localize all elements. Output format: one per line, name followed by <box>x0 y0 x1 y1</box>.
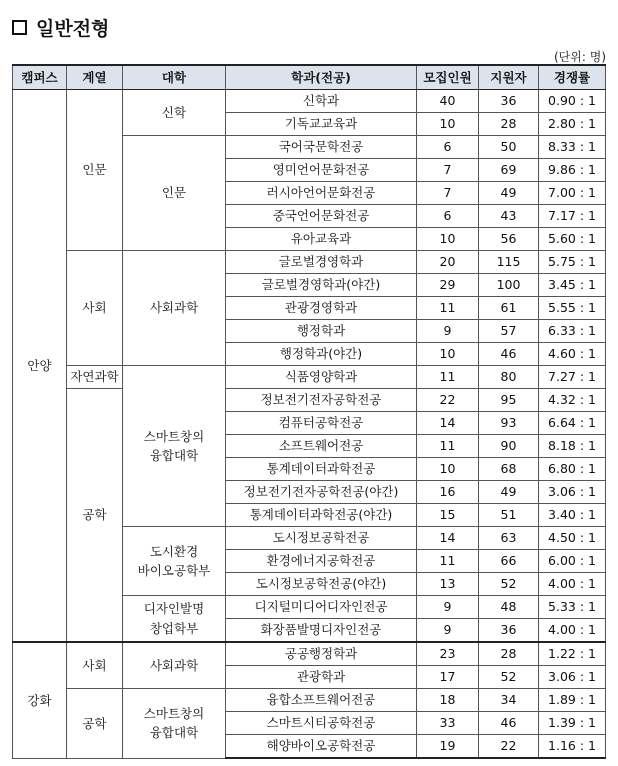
dept-cell: 공공행정학과 <box>226 642 417 666</box>
quota-cell: 11 <box>417 435 479 458</box>
dept-cell: 환경에너지공학전공 <box>226 550 417 573</box>
applicants-cell: 80 <box>479 366 539 389</box>
ratio-cell: 9.86 : 1 <box>539 159 606 182</box>
ratio-cell: 4.32 : 1 <box>539 389 606 412</box>
ratio-cell: 1.22 : 1 <box>539 642 606 666</box>
ratio-cell: 5.55 : 1 <box>539 297 606 320</box>
applicants-cell: 48 <box>479 596 539 619</box>
applicants-cell: 66 <box>479 550 539 573</box>
quota-cell: 20 <box>417 251 479 274</box>
dept-cell: 러시아언어문화전공 <box>226 182 417 205</box>
table-row <box>13 251 606 274</box>
dept-cell: 도시정보공학전공(야간) <box>226 573 417 596</box>
college-cell-smart <box>123 366 226 527</box>
dept-cell: 정보전기전자공학전공(야간) <box>226 481 417 504</box>
series-cell-gonghak: 공학 <box>67 389 123 643</box>
dept-cell: 신학과 <box>226 90 417 113</box>
quota-cell: 9 <box>417 320 479 343</box>
quota-cell: 22 <box>417 389 479 412</box>
applicants-cell: 68 <box>479 458 539 481</box>
quota-cell: 7 <box>417 159 479 182</box>
dept-cell: 화장품발명디자인전공 <box>226 619 417 643</box>
table-header-row <box>13 65 606 90</box>
dept-cell: 도시정보공학전공 <box>226 527 417 550</box>
applicants-cell: 34 <box>479 689 539 712</box>
college-ganghwa-smart-line-1: 스마트창의 <box>143 705 205 721</box>
series-cell-inmun: 인문 <box>67 90 123 251</box>
college-design-line-1: 디자인발명 <box>143 601 205 617</box>
quota-cell: 33 <box>417 712 479 735</box>
applicants-cell: 52 <box>479 573 539 596</box>
applicants-cell: 50 <box>479 136 539 159</box>
ratio-cell: 6.64 : 1 <box>539 412 606 435</box>
college-cell-design <box>123 596 226 643</box>
applicants-cell: 46 <box>479 712 539 735</box>
applicants-cell: 36 <box>479 619 539 643</box>
applicants-cell: 49 <box>479 182 539 205</box>
applicants-cell: 28 <box>479 113 539 136</box>
applicants-cell: 69 <box>479 159 539 182</box>
applicants-cell: 49 <box>479 481 539 504</box>
college-cell-ganghwa-sahoe: 사회과학 <box>123 642 226 689</box>
dept-cell: 통계데이터과학전공(야간) <box>226 504 417 527</box>
dept-cell: 국어국문학전공 <box>226 136 417 159</box>
applicants-cell: 28 <box>479 642 539 666</box>
campus-cell-ganghwa: 강화 <box>13 642 67 758</box>
col-header-ratio: 경쟁률 <box>539 65 606 90</box>
applicants-cell: 56 <box>479 228 539 251</box>
ratio-cell: 3.06 : 1 <box>539 666 606 689</box>
dept-cell: 스마트시티공학전공 <box>226 712 417 735</box>
applicants-cell: 115 <box>479 251 539 274</box>
dept-cell: 글로벌경영학과(야간) <box>226 274 417 297</box>
ratio-cell: 1.16 : 1 <box>539 735 606 759</box>
series-cell-jayeon: 자연과학 <box>67 366 123 389</box>
unit-note: (단위: 명) <box>554 50 606 64</box>
ratio-cell: 1.89 : 1 <box>539 689 606 712</box>
col-header-college: 대학 <box>123 65 226 90</box>
ratio-cell: 6.80 : 1 <box>539 458 606 481</box>
quota-cell: 23 <box>417 642 479 666</box>
quota-cell: 29 <box>417 274 479 297</box>
applicants-cell: 63 <box>479 527 539 550</box>
quota-cell: 40 <box>417 90 479 113</box>
dept-cell: 관광경영학과 <box>226 297 417 320</box>
ratio-cell: 4.60 : 1 <box>539 343 606 366</box>
ratio-cell: 7.00 : 1 <box>539 182 606 205</box>
quota-cell: 14 <box>417 527 479 550</box>
college-design-line-2: 창업학부 <box>149 620 199 636</box>
dept-cell: 기독교교육과 <box>226 113 417 136</box>
college-dosi-line-1: 도시환경 <box>149 543 199 559</box>
table-row <box>13 366 606 389</box>
applicants-cell: 36 <box>479 90 539 113</box>
applicants-cell: 51 <box>479 504 539 527</box>
college-cell-dosi <box>123 527 226 596</box>
college-dosi-line-2: 바이오공학부 <box>137 563 211 578</box>
dept-cell: 영미언어문화전공 <box>226 159 417 182</box>
applicants-cell: 93 <box>479 412 539 435</box>
quota-cell: 16 <box>417 481 479 504</box>
dept-cell: 해양바이오공학전공 <box>226 735 417 759</box>
col-header-series: 계열 <box>67 65 123 90</box>
dept-cell: 소프트웨어전공 <box>226 435 417 458</box>
ratio-cell: 4.50 : 1 <box>539 527 606 550</box>
admission-table <box>12 64 606 759</box>
ratio-cell: 2.80 : 1 <box>539 113 606 136</box>
section-title <box>12 14 109 40</box>
dept-cell: 관광학과 <box>226 666 417 689</box>
dept-cell: 행정학과 <box>226 320 417 343</box>
ratio-cell: 6.00 : 1 <box>539 550 606 573</box>
ratio-cell: 4.00 : 1 <box>539 573 606 596</box>
dept-cell: 정보전기전자공학전공 <box>226 389 417 412</box>
ratio-cell: 0.90 : 1 <box>539 90 606 113</box>
college-ganghwa-smart-line-2: 융합대학 <box>149 725 199 741</box>
ratio-cell: 5.75 : 1 <box>539 251 606 274</box>
quota-cell: 13 <box>417 573 479 596</box>
ratio-cell: 5.33 : 1 <box>539 596 606 619</box>
series-cell-ganghwa-sahoe: 사회 <box>67 642 123 689</box>
dept-cell: 융합소프트웨어전공 <box>226 689 417 712</box>
applicants-cell: 52 <box>479 666 539 689</box>
ratio-cell: 6.33 : 1 <box>539 320 606 343</box>
applicants-cell: 57 <box>479 320 539 343</box>
series-cell-ganghwa-gonghak: 공학 <box>67 689 123 759</box>
quota-cell: 17 <box>417 666 479 689</box>
college-cell-ganghwa-smart <box>123 689 226 759</box>
series-cell-sahoe: 사회 <box>67 251 123 366</box>
ratio-cell: 8.33 : 1 <box>539 136 606 159</box>
col-header-department: 학과(전공) <box>226 65 417 90</box>
quota-cell: 10 <box>417 343 479 366</box>
quota-cell: 6 <box>417 205 479 228</box>
quota-cell: 6 <box>417 136 479 159</box>
dept-cell: 중국언어문화전공 <box>226 205 417 228</box>
col-header-quota: 모집인원 <box>417 65 479 90</box>
table-row <box>13 90 606 113</box>
ratio-cell: 4.00 : 1 <box>539 619 606 643</box>
quota-cell: 11 <box>417 297 479 320</box>
dept-cell: 유아교육과 <box>226 228 417 251</box>
checkbox-square-icon <box>12 20 27 35</box>
table-row <box>13 389 606 412</box>
quota-cell: 11 <box>417 550 479 573</box>
college-cell-inmun: 인문 <box>123 136 226 251</box>
quota-cell: 11 <box>417 366 479 389</box>
quota-cell: 14 <box>417 412 479 435</box>
college-smart-line-2: 융합대학 <box>149 448 199 463</box>
applicants-cell: 22 <box>479 735 539 759</box>
quota-cell: 7 <box>417 182 479 205</box>
applicants-cell: 95 <box>479 389 539 412</box>
ratio-cell: 3.06 : 1 <box>539 481 606 504</box>
table-row <box>13 689 606 712</box>
col-header-applicants: 지원자 <box>479 65 539 90</box>
quota-cell: 9 <box>417 619 479 643</box>
quota-cell: 10 <box>417 228 479 251</box>
dept-cell: 디지털미디어디자인전공 <box>226 596 417 619</box>
quota-cell: 18 <box>417 689 479 712</box>
ratio-cell: 5.60 : 1 <box>539 228 606 251</box>
college-cell-sinhak: 신학 <box>123 90 226 136</box>
col-header-campus: 캠퍼스 <box>13 65 67 90</box>
ratio-cell: 7.17 : 1 <box>539 205 606 228</box>
quota-cell: 19 <box>417 735 479 759</box>
dept-cell: 식품영양학과 <box>226 366 417 389</box>
applicants-cell: 90 <box>479 435 539 458</box>
dept-cell: 글로벌경영학과 <box>226 251 417 274</box>
dept-cell: 컴퓨터공학전공 <box>226 412 417 435</box>
college-smart-line-1: 스마트창의 <box>143 428 205 444</box>
applicants-cell: 43 <box>479 205 539 228</box>
ratio-cell: 7.27 : 1 <box>539 366 606 389</box>
quota-cell: 15 <box>417 504 479 527</box>
applicants-cell: 61 <box>479 297 539 320</box>
ratio-cell: 8.18 : 1 <box>539 435 606 458</box>
dept-cell: 행정학과(야간) <box>226 343 417 366</box>
section-title-text: 일반전형 <box>36 17 110 40</box>
quota-cell: 9 <box>417 596 479 619</box>
table-row <box>13 642 606 666</box>
ratio-cell: 3.45 : 1 <box>539 274 606 297</box>
applicants-cell: 46 <box>479 343 539 366</box>
dept-cell: 통계데이터과학전공 <box>226 458 417 481</box>
quota-cell: 10 <box>417 458 479 481</box>
ratio-cell: 1.39 : 1 <box>539 712 606 735</box>
ratio-cell: 3.40 : 1 <box>539 504 606 527</box>
applicants-cell: 100 <box>479 274 539 297</box>
campus-cell-anyang: 안양 <box>13 90 67 643</box>
college-cell-sahoe: 사회과학 <box>123 251 226 366</box>
quota-cell: 10 <box>417 113 479 136</box>
